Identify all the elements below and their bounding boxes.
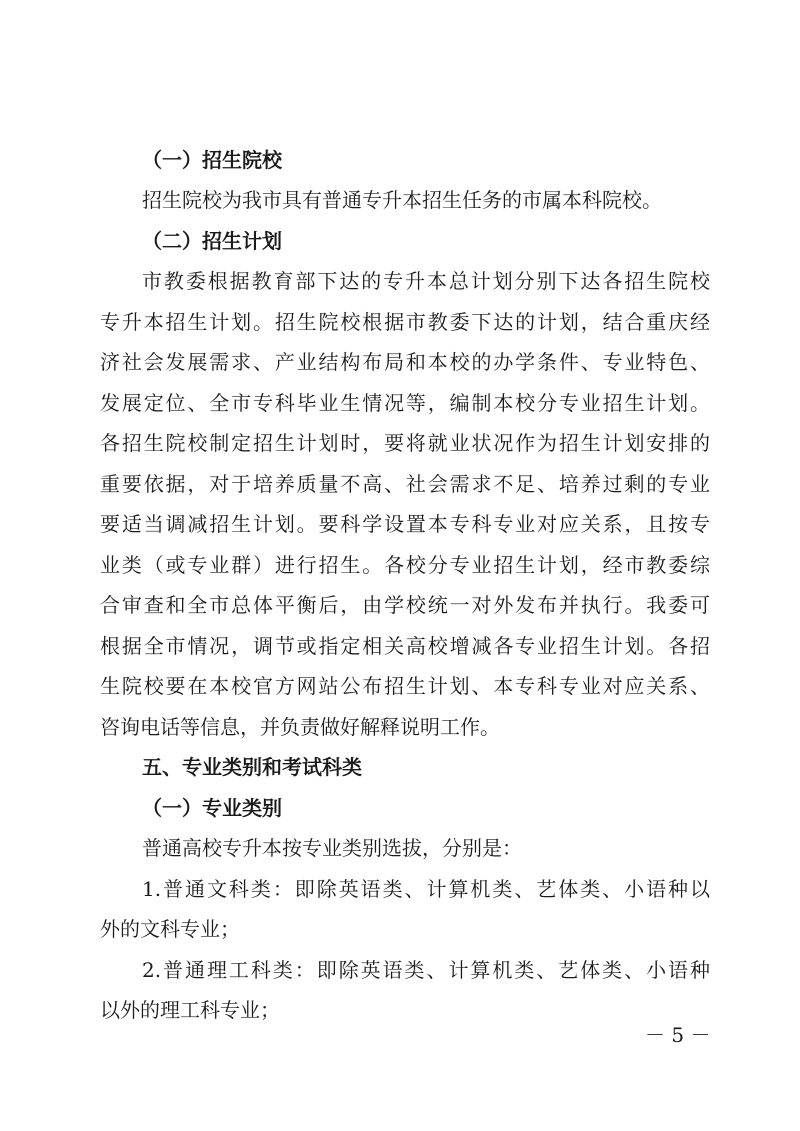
- paragraph-line: 合审查和全市总体平衡后，由学校统一对外发布并执行。我委可: [100, 593, 710, 617]
- section-heading-major-categories: 五、专业类别和考试科类: [142, 755, 362, 779]
- paragraph-line: 济社会发展需求、产业结构布局和本校的办学条件、专业特色、: [100, 350, 710, 374]
- page-number: － 5 －: [645, 1023, 711, 1047]
- subheading-major-categories: （一）专业类别: [142, 796, 282, 820]
- list-item-line: 1.普通文科类：即除英语类、计算机类、艺体类、小语种以: [142, 877, 710, 901]
- paragraph-line: 各招生院校制定招生计划时，要将就业状况作为招生计划安排的: [100, 431, 710, 455]
- paragraph-line: 生院校要在本校官方网站公布招生计划、本专科专业对应关系、: [100, 674, 710, 698]
- paragraph-line: 重要依据，对于培养质量不高、社会需求不足、培养过剩的专业: [100, 472, 710, 496]
- paragraph-line: 招生院校为我市具有普通专升本招生任务的市属本科院校。: [142, 188, 662, 212]
- list-item-line: 以外的理工科专业；: [100, 998, 280, 1022]
- paragraph-line: 业类（或专业群）进行招生。各校分专业招生计划，经市教委综: [100, 553, 710, 577]
- list-item-line: 外的文科专业；: [100, 917, 240, 941]
- paragraph-line: 专升本招生计划。招生院校根据市教委下达的计划，结合重庆经: [100, 310, 710, 334]
- list-item-line: 2.普通理工科类：即除英语类、计算机类、艺体类、小语种: [142, 958, 710, 982]
- paragraph-line: 发展定位、全市专科毕业生情况等，编制本校分专业招生计划。: [100, 391, 710, 415]
- paragraph-line: 要适当调减招生计划。要科学设置本专科专业对应关系，且按专: [100, 512, 710, 536]
- heading-recruiting-institutions: （一）招生院校: [142, 148, 282, 172]
- paragraph-line: 普通高校专升本按专业类别选拔，分别是：: [142, 836, 522, 860]
- paragraph-line: 咨询电话等信息，并负责做好解释说明工作。: [100, 715, 500, 739]
- paragraph-line: 根据全市情况，调节或指定相关高校增减各专业招生计划。各招: [100, 634, 710, 658]
- paragraph-line: 市教委根据教育部下达的专升本总计划分别下达各招生院校: [142, 269, 710, 293]
- heading-enrollment-plan: （二）招生计划: [142, 229, 282, 253]
